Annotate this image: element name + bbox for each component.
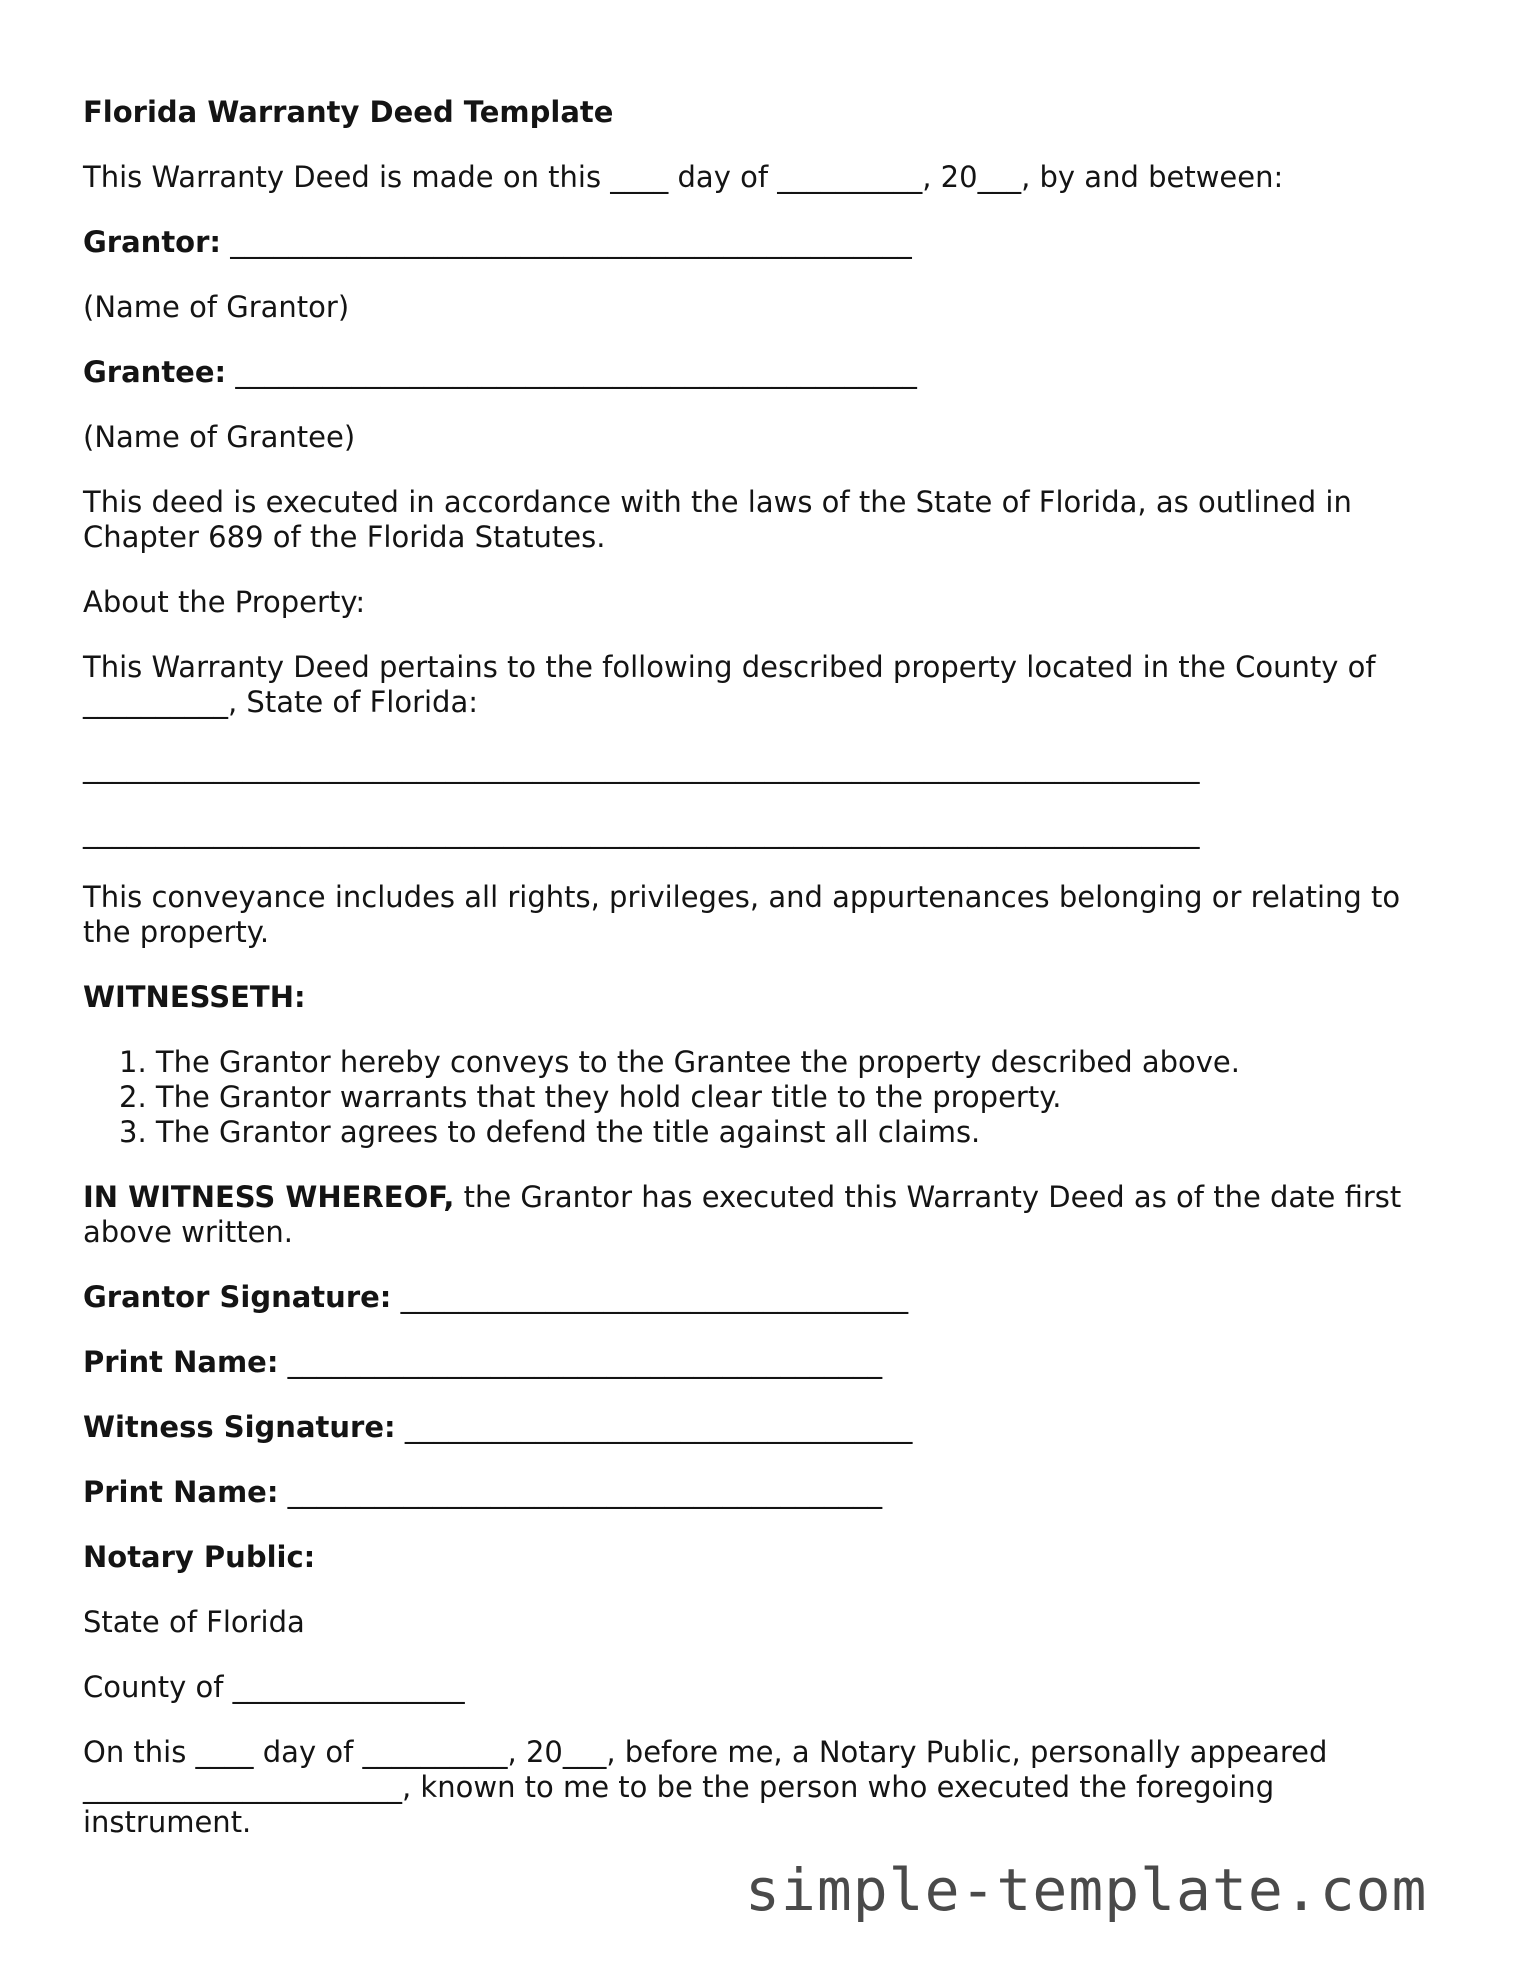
witness-print-name-field [83,1475,1443,1510]
notary-county: County of ________________ [83,1670,465,1704]
grantee-blank[interactable]: _______________________________________________ [235,355,917,389]
site-watermark: simple-template.com [745,1856,1428,1924]
grantee-label: Grantee: [83,355,227,389]
clause-item: 1. The Grantor hereby conveys to the Grantee the property described above. [119,1045,1240,1079]
grantor-signature-field [83,1280,1443,1315]
grantor-caption: (Name of Grantor) [83,290,350,324]
grantor-print-name-field [83,1345,1443,1380]
witness-whereof-text: the Grantor has executed this Warranty Deed as of the date first above written. [83,1180,1402,1249]
clause-list [83,1045,1443,1150]
witness-whereof-paragraph [83,1180,1443,1250]
grantor-signature-label: Grantor Signature: [83,1280,392,1314]
grantor-blank[interactable]: _______________________________________________ [230,225,912,259]
clause-item: 2. The Grantor warrants that they hold clear title to the property. [119,1080,1062,1114]
witness-whereof-label: IN WITNESS WHEREOF, [83,1180,455,1214]
document-title: Florida Warranty Deed Template [83,95,614,129]
print-name-label: Print Name: [83,1475,279,1509]
about-property-heading: About the Property: [83,585,366,619]
witness-signature-field [83,1410,1443,1445]
grantee-field [83,355,1443,390]
property-description-line-1[interactable]: _____________________________________________________________________________ [83,750,1200,784]
witness-signature-label: Witness Signature: [83,1410,396,1444]
intro-paragraph: This Warranty Deed is made on this ____ day of __________, 20___, by and between: [83,160,1284,194]
notary-heading: Notary Public: [83,1540,316,1574]
witnesseth-heading: WITNESSETH: [83,980,306,1014]
print-name-label: Print Name: [83,1345,279,1379]
property-paragraph: This Warranty Deed pertains to the following described property located in the County of __________, State of Florida: [83,650,1376,719]
notary-state: State of Florida [83,1605,305,1639]
property-description-line-2[interactable]: _____________________________________________________________________________ [83,815,1200,849]
grantor-signature-blank[interactable]: ___________________________________ [400,1280,909,1314]
clause-item: 3. The Grantor agrees to defend the title against all claims. [119,1115,981,1149]
grantor-print-name-blank[interactable]: _________________________________________ [287,1345,883,1379]
conveyance-paragraph: This conveyance includes all rights, privileges, and appurtenances belonging or relating to the property. [83,880,1401,949]
witness-print-name-blank[interactable]: _________________________________________ [287,1475,883,1509]
warranty-deed-document [83,95,1443,1870]
grantor-label: Grantor: [83,225,222,259]
grantor-field [83,225,1443,260]
witness-signature-blank[interactable]: ___________________________________ [404,1410,913,1444]
law-paragraph: This deed is executed in accordance with the laws of the State of Florida, as outlined in Chapter 689 of the Florida Statutes. [83,485,1352,554]
grantee-caption: (Name of Grantee) [83,420,356,454]
notary-paragraph: On this ____ day of __________, 20___, before me, a Notary Public, personally appeared ______________________, known to me to be the person who executed the foregoing instrument. [83,1735,1328,1839]
